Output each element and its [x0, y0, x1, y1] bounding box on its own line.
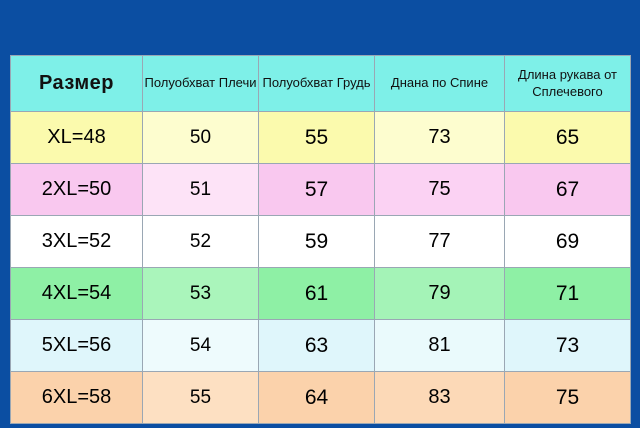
- table-row: [11, 320, 631, 372]
- cell-shoulder: 54: [143, 320, 259, 372]
- cell-back-length: 83: [375, 372, 505, 424]
- table-row: [11, 216, 631, 268]
- cell-chest: 57: [259, 164, 375, 216]
- table-row: [11, 112, 631, 164]
- table-row: [11, 268, 631, 320]
- cell-back-length: 75: [375, 164, 505, 216]
- cell-size: 6XL=58: [11, 372, 143, 424]
- cell-back-length: 81: [375, 320, 505, 372]
- cell-shoulder: 52: [143, 216, 259, 268]
- cell-chest: 63: [259, 320, 375, 372]
- table-row: [11, 372, 631, 424]
- cell-sleeve-length: 67: [505, 164, 631, 216]
- cell-back-length: 77: [375, 216, 505, 268]
- column-header-chest: Полуобхват Грудь: [259, 56, 375, 112]
- column-header-shoulder: Полуобхват Плечи: [143, 56, 259, 112]
- column-header-sleeve-length: Длина рукава от Сплечевого: [505, 56, 631, 112]
- cell-sleeve-length: 75: [505, 372, 631, 424]
- cell-chest: 55: [259, 112, 375, 164]
- table-header-row: [11, 56, 631, 112]
- cell-shoulder: 51: [143, 164, 259, 216]
- cell-back-length: 79: [375, 268, 505, 320]
- cell-size: 5XL=56: [11, 320, 143, 372]
- size-chart-table: [10, 55, 631, 424]
- cell-shoulder: 53: [143, 268, 259, 320]
- cell-shoulder: 50: [143, 112, 259, 164]
- cell-sleeve-length: 69: [505, 216, 631, 268]
- table-row: [11, 164, 631, 216]
- cell-sleeve-length: 71: [505, 268, 631, 320]
- cell-chest: 61: [259, 268, 375, 320]
- cell-chest: 64: [259, 372, 375, 424]
- size-chart-container: [10, 55, 630, 424]
- column-header-back-length: Днана по Спине: [375, 56, 505, 112]
- cell-size: 2XL=50: [11, 164, 143, 216]
- cell-size: 3XL=52: [11, 216, 143, 268]
- column-header-size: Размер: [11, 56, 143, 112]
- cell-sleeve-length: 73: [505, 320, 631, 372]
- cell-chest: 59: [259, 216, 375, 268]
- cell-shoulder: 55: [143, 372, 259, 424]
- cell-size: 4XL=54: [11, 268, 143, 320]
- cell-size: XL=48: [11, 112, 143, 164]
- cell-sleeve-length: 65: [505, 112, 631, 164]
- cell-back-length: 73: [375, 112, 505, 164]
